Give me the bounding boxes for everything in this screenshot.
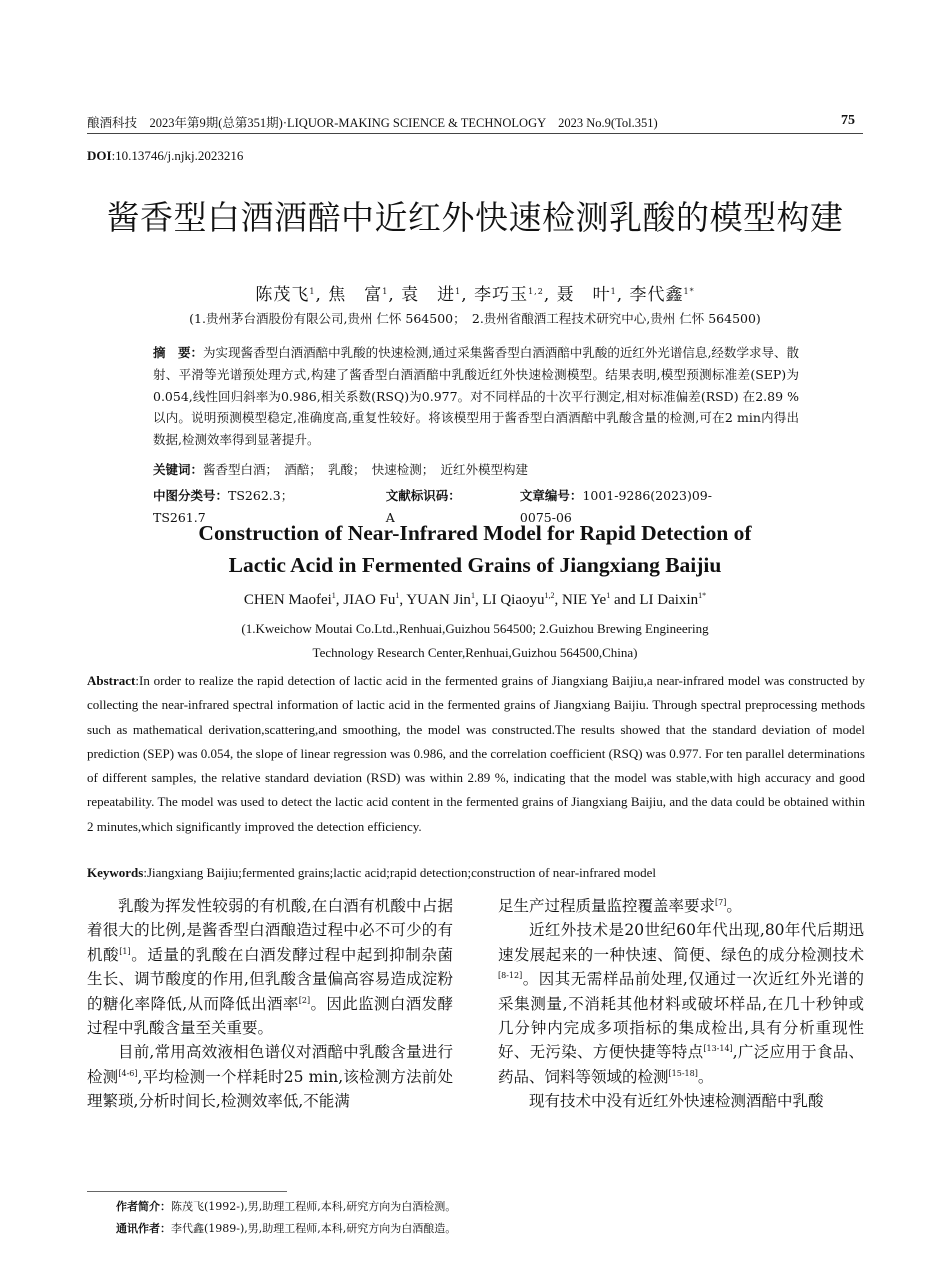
footnote-rule [87, 1191, 287, 1192]
footnote-author [116, 1198, 456, 1214]
header-rule [87, 133, 863, 134]
footnote-author-text: 陈茂飞(1992-),男,助理工程师,本科,研究方向为白酒检测。 [171, 1200, 457, 1213]
text-run: 。适量的乳酸在白酒发酵过程中起到抑制杂菌生长、调节酸度的作用,但乳酸含量偏高容易造成淀粉的糖化率降低,从而降低出酒率 [87, 945, 453, 1013]
doi-label: DOI [87, 148, 112, 163]
abstract-en-label: Abstract [87, 673, 136, 688]
doi-value: :10.13746/j.njkj.2023216 [111, 148, 244, 163]
author-en-sep: , [335, 592, 344, 608]
author-en-sep: , [554, 592, 563, 608]
author-cn-affil: 1 [455, 287, 462, 296]
text-run: ,平均检测一个样耗时25 min,该检测方法前处理繁琐,分析时间长,检测效率低,不能满 [87, 1067, 453, 1111]
affiliation-chinese: (1.贵州茅台酒股份有限公司,贵州 仁怀 564500； 2.贵州省酿酒工程技术研究中心,贵州 仁怀 564500) [189, 311, 761, 326]
text-run: 目前,常用高效液相色谱仪对酒醅中乳酸含量进行检测 [87, 1043, 453, 1086]
author-cn: 李巧玉 [474, 285, 529, 305]
art-label: 文章编号： [519, 488, 583, 503]
author-en-affil: 1 [470, 591, 475, 600]
doc-value: A [385, 509, 395, 525]
title-en-line: Lactic Acid in Fermented Grains of Jiangxiang Baijiu [228, 553, 722, 577]
page-number: 75 [841, 113, 855, 128]
footnote-corr-text: 李代鑫(1989-),男,助理工程师,本科,研究方向为白酒酿造。 [171, 1222, 457, 1235]
author-en-affil: 1 [331, 591, 336, 600]
author-cn-affil: 1 [382, 287, 389, 296]
author-cn: 焦 富 [328, 285, 383, 305]
author-cn: 袁 进 [401, 285, 456, 305]
footnote-corresponding [116, 1220, 456, 1236]
text-run: 。因其无需样品前处理,仅通过一次近红外光谱的采集测量,不消耗其他材料或破坏样品,在几十秒钟或几分钟内完成多项指标的集成检出,具有分析重现性好、无污染、方便快捷等特点 [498, 970, 864, 1062]
author-cn-affil: 1,2 [528, 287, 544, 296]
title-en-line: Construction of Near-Infrared Model for Rapid Detection of [198, 521, 752, 545]
author-cn-affil: 1 [309, 287, 316, 296]
keywords-english [87, 865, 865, 881]
clc-label: 中图分类号： [153, 488, 229, 503]
author-cn-affil: 1* [683, 287, 695, 296]
author-en-affil: 1 [606, 591, 611, 600]
author-en: LI Qiaoyu [482, 592, 545, 608]
text-run: 。 [726, 897, 742, 915]
citation: [13-14] [703, 1044, 733, 1054]
affiliation-english [0, 617, 950, 665]
keywords-en-label: Keywords [87, 865, 144, 880]
author-en-affil: 1 [395, 591, 400, 600]
text-run: 。因此监测白酒发酵过程中乳酸含量至关重要。 [87, 994, 453, 1038]
footnote-corr-label: 通讯作者： [116, 1222, 171, 1235]
author-en-sep: and [610, 592, 640, 608]
citation: [8-12] [498, 971, 523, 981]
footnote-author-label: 作者简介： [116, 1200, 171, 1213]
author-en: YUAN Jin [406, 592, 471, 608]
affil-en-line: (1.Kweichow Moutai Co.Ltd.,Renhuai,Guizhou 564500; 2.Guizhou Brewing Engineering [241, 621, 709, 636]
author-cn-affil: 1 [610, 287, 617, 296]
author-cn: 聂 叶 [556, 285, 611, 305]
body-paragraph: 现有技术中没有近红外快速检测酒醅中乳酸 [529, 1092, 824, 1111]
running-header [87, 113, 855, 131]
text-run: 。 [697, 1067, 714, 1086]
doc-label: 文献标识码： [385, 488, 461, 503]
body-paragraph [498, 918, 864, 1089]
affil-en-line: Technology Research Center,Renhuai,Guizhou 564500,China) [312, 645, 638, 660]
abstract-english [87, 669, 865, 839]
clc-value: TS262.3；TS261.7 [153, 488, 294, 525]
keywords-en-text: :Jiangxiang Baijiu;fermented grains;lactic acid;rapid detection;construction of near-infrared model [143, 865, 657, 880]
abstract-chinese [153, 342, 799, 451]
author-en: LI Daixin [639, 592, 699, 608]
keywords-cn-text: 酱香型白酒； 酒醅； 乳酸； 快速检测； 近红外模型构建 [203, 462, 529, 477]
citation: [2] [298, 995, 311, 1005]
running-header-text: 酿酒科技 2023年第9期(总第351期)·LIQUOR-MAKING SCIENCE & TECHNOLOGY 2023 No.9(Tol.351) [87, 116, 658, 130]
text-run: ,广泛应用于食品、药品、饲料等领域的检测 [498, 1043, 864, 1086]
citation: [7] [715, 898, 727, 907]
keywords-cn-label: 关键词： [153, 462, 204, 477]
body-paragraph [87, 894, 453, 1040]
title-chinese: 酱香型白酒酒醅中近红外快速检测乳酸的模型构建 [106, 198, 844, 237]
author-cn: 李代鑫 [629, 285, 684, 305]
author-en-sep: , [399, 592, 407, 608]
keywords-chinese [153, 459, 799, 481]
author-en: NIE Ye [562, 592, 607, 608]
author-cn: 陈茂飞 [255, 285, 310, 305]
citation: [1] [119, 946, 131, 956]
authors-english [0, 592, 950, 609]
body-column-right [498, 894, 864, 1114]
body-column-left [87, 894, 453, 1114]
abstract-en-text: :In order to realize the rapid detection of lactic acid in the fermented grains of Jiangxiang Baijiu,a near-infrared model was constructed by collecting the near-infrared spectral information of lactic acid in the fermented grains of Jiangxiang Baijiu. Through spectral preprocessing methods such as mathematical derivation,scattering,and smoothing, the model was constructed.The results showed that the standard deviation of model prediction (SEP) was 0.054, the slope of linear regression was 0.986, and the correlation coefficient (RSQ) was 0.977. For ten parallel determinations of different samples, the relative standard deviation (RSD) was within 2.89 %, indicating that the model was stable,with high accuracy and good repeatability. The model was used to detect the lactic acid content in the fermented grains of Jiangxiang Baijiu, and the data could be obtained within 2 minutes,which significantly improved the detection efficiency. [87, 673, 865, 834]
citation: [15-18] [668, 1068, 698, 1078]
citation: [4-6] [118, 1068, 138, 1078]
author-en-affil: 1,2 [544, 591, 555, 600]
body-paragraph [498, 894, 864, 918]
text-run: 近红外技术是20世纪60年代出现,80年代后期迅速发展起来的一种快速、简便、绿色的成分检测技术 [498, 921, 864, 964]
author-en: JIAO Fu [343, 592, 396, 608]
title-english [0, 517, 950, 581]
authors-chinese: 陈茂飞$^1$, 焦 富$^1$, 袁 进$^1$, 李巧玉$^{1,2}$, 聂 叶$^1$, 李代鑫$^{1*}$ [255, 285, 695, 305]
abstract-cn-label: 摘 要： [153, 345, 204, 360]
text-run: 乳酸为挥发性较弱的有机酸,在白酒有机酸中占据着很大的比例,是酱香型白酒酿造过程中必不可少的有机酸 [87, 897, 453, 964]
art-value: 1001-9286(2023)09-0075-06 [519, 488, 712, 525]
author-en-sep: , [474, 592, 483, 608]
author-en: CHEN Maofei [243, 592, 332, 608]
doi-line [87, 148, 243, 164]
text-run: 足生产过程质量监控覆盖率要求 [498, 897, 716, 915]
author-en-affil: 1* [698, 591, 707, 600]
body-paragraph [87, 1040, 453, 1113]
abstract-cn-text: 为实现酱香型白酒酒醅中乳酸的快速检测,通过采集酱香型白酒酒醅中乳酸的近红外光谱信息,经数学求导、散射、平滑等光谱预处理方式,构建了酱香型白酒酒醅中乳酸近红外快速检测模型。结果表明,模型预测标准差(SEP)为0.054,线性回归斜率为0.986,相关系数(RSQ)为0.977。对不同样品的十次平行测定,相对标准偏差(RSD) 在2.89 %以内。说明预测模型稳定,准确度高,重复性较好。将该模型用于酱香型白酒酒醅中乳酸含量的检测,可在2 min内得出数据,检测效率得到显著提升。 [153, 345, 799, 448]
